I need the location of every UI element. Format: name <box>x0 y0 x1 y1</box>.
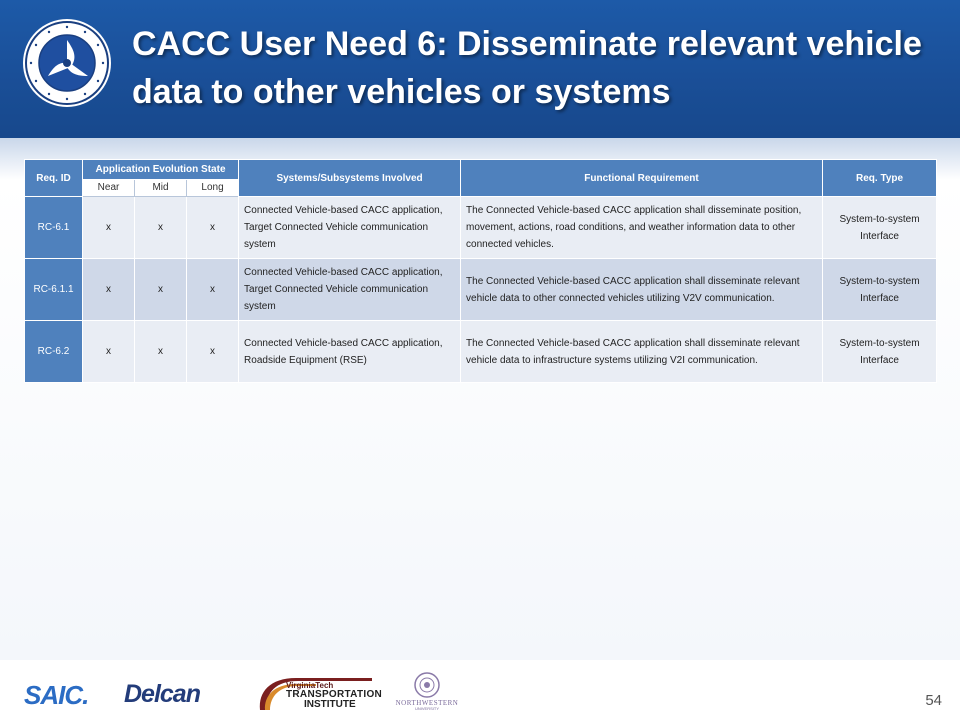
northwestern-logo <box>392 672 462 712</box>
table-row <box>25 259 937 321</box>
subheader-near: Near <box>83 179 135 196</box>
vtti-line2: TRANSPORTATION <box>286 689 383 700</box>
slide-title: CACC User Need 6: Disseminate relevant vehicle data to other vehicles or systems <box>132 25 922 111</box>
vtti-logo <box>256 674 383 712</box>
near-cell: x <box>83 259 135 321</box>
northwestern-line1: NORTHWESTERN <box>395 699 459 707</box>
requirement-cell: The Connected Vehicle-based CACC application shall disseminate relevant vehicle data to other connected vehicles utilizing V2V communication. <box>461 259 823 321</box>
header-evolution-state: Application Evolution State <box>83 160 239 180</box>
header-systems: Systems/Subsystems Involved <box>239 160 461 197</box>
mid-cell: x <box>135 259 187 321</box>
near-cell: x <box>83 197 135 259</box>
mid-cell: x <box>135 321 187 383</box>
requirement-cell: The Connected Vehicle-based CACC application shall disseminate relevant vehicle data to infrastructure systems utilizing V2I communication. <box>461 321 823 383</box>
saic-logo: SAIC. <box>24 680 89 710</box>
systems-cell: Connected Vehicle-based CACC application, Target Connected Vehicle communication system <box>239 259 461 321</box>
req-type-cell: System-to-system Interface <box>823 197 937 259</box>
dot-seal-icon <box>22 18 112 108</box>
long-cell: x <box>187 197 239 259</box>
systems-cell: Connected Vehicle-based CACC application, Target Connected Vehicle communication system <box>239 197 461 259</box>
mid-cell: x <box>135 197 187 259</box>
requirements-table <box>24 159 937 383</box>
req-id-cell: RC-6.2 <box>25 321 83 383</box>
req-id-cell: RC-6.1.1 <box>25 259 83 321</box>
systems-cell: Connected Vehicle-based CACC application, Roadside Equipment (RSE) <box>239 321 461 383</box>
req-type-cell: System-to-system Interface <box>823 259 937 321</box>
header-req-type: Req. Type <box>823 160 937 197</box>
header-functional-requirement: Functional Requirement <box>461 160 823 197</box>
footer-logos <box>20 672 480 712</box>
subheader-mid: Mid <box>135 179 187 196</box>
req-id-cell: RC-6.1 <box>25 197 83 259</box>
northwestern-line2: UNIVERSITY <box>414 706 439 711</box>
long-cell: x <box>187 321 239 383</box>
table-header-row <box>25 160 937 180</box>
delcan-logo: Delcan <box>124 680 200 708</box>
subheader-long: Long <box>187 179 239 196</box>
vtti-line3: INSTITUTE <box>304 699 356 710</box>
requirement-cell: The Connected Vehicle-based CACC application shall disseminate position, movement, actions, road conditions, and weather information data to other connected vehicles. <box>461 197 823 259</box>
req-type-cell: System-to-system Interface <box>823 321 937 383</box>
long-cell: x <box>187 259 239 321</box>
near-cell: x <box>83 321 135 383</box>
header-req-id: Req. ID <box>25 160 83 197</box>
northwestern-seal-icon <box>392 672 462 700</box>
page-number: 54 <box>925 692 942 709</box>
vtti-line1: VirginiaTech <box>286 681 334 690</box>
table-row <box>25 197 937 259</box>
table-row <box>25 321 937 383</box>
